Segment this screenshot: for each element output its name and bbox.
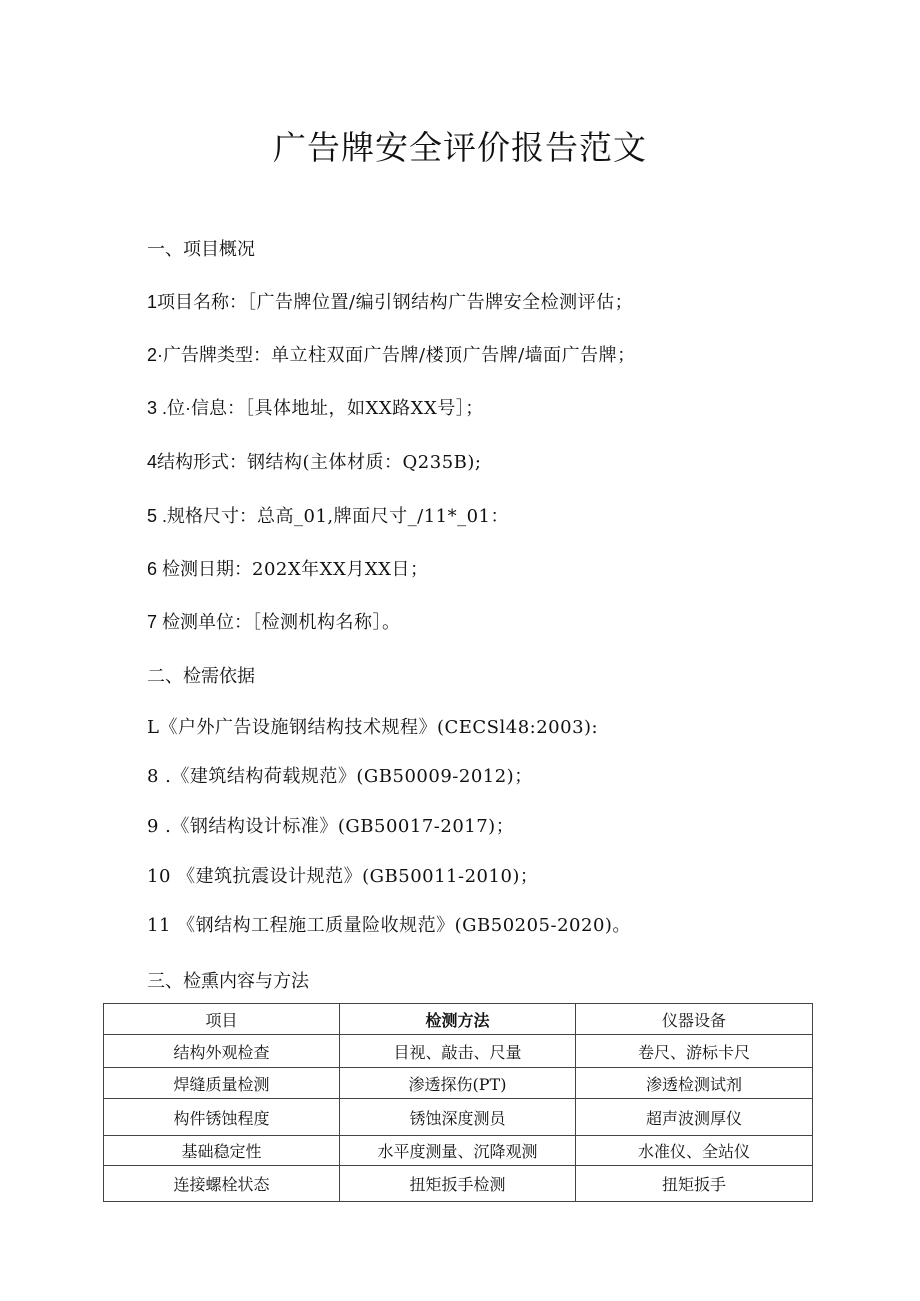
basis-item — [147, 764, 533, 790]
cell-equipment: 超声波测厚仪 — [576, 1099, 813, 1136]
cell-item: 基础稳定性 — [104, 1136, 340, 1166]
cell-equipment: 扭矩扳手 — [576, 1166, 813, 1202]
cell-item: 焊缝质量检测 — [104, 1068, 340, 1099]
table-header-row — [104, 1004, 813, 1035]
basis-item — [147, 864, 538, 890]
item-value: 钢结构(主体材质：Q235B); — [247, 452, 482, 473]
item-label: 7 检测单位： — [147, 612, 253, 632]
header-method: 检测方法 — [340, 1004, 576, 1035]
overview-item-unit — [147, 609, 401, 636]
basis-text: 11 《钢结构工程施工质量险收规范》(GB50205-2020)。 — [147, 915, 631, 936]
table-row — [104, 1136, 813, 1166]
header-equipment: 仪器设备 — [576, 1004, 813, 1035]
item-value: ［广告牌位置/编引钢结构广告牌安全检测评估； — [247, 292, 634, 313]
item-label: 5 .规格尺寸： — [147, 506, 258, 526]
basis-text: 9 .《钢结构设计标准》(GB50017-2017)； — [147, 816, 515, 837]
item-label: 6 检测日期： — [147, 559, 253, 579]
cell-item: 构件锈蚀程度 — [104, 1099, 340, 1136]
methods-table — [103, 1003, 813, 1202]
overview-item-name — [147, 289, 633, 316]
section-heading-methods: 三、检熏内容与方法 — [147, 971, 309, 991]
table-row — [104, 1068, 813, 1099]
overview-item-size — [147, 503, 509, 530]
overview-item-type — [147, 342, 636, 369]
table-row — [104, 1099, 813, 1136]
item-value: ［具体地址，如XX路XX号］； — [245, 398, 484, 419]
section-heading-basis: 二、检需依据 — [147, 666, 255, 686]
item-label: 2·广告牌类型： — [147, 345, 272, 365]
basis-item — [147, 913, 631, 939]
item-label: 3 .位·信息： — [147, 398, 246, 418]
cell-item: 结构外观检查 — [104, 1035, 340, 1068]
cell-method: 扭矩扳手检测 — [340, 1166, 576, 1202]
table-row — [104, 1166, 813, 1202]
basis-item — [147, 715, 598, 741]
cell-method: 目视、敲击、尺量 — [340, 1035, 576, 1068]
overview-item-structure — [147, 449, 481, 476]
overview-item-date — [147, 556, 428, 583]
basis-text: 8 .《建筑结构荷载规范》(GB50009-2012)； — [147, 766, 533, 787]
item-value: 总高_01,牌面尺寸_/11*_01： — [257, 506, 510, 527]
item-label: 4结构形式： — [147, 452, 248, 472]
item-value: 202X年XX月XX日； — [252, 559, 429, 580]
item-label: 1项目名称： — [147, 292, 248, 312]
basis-text: 10 《建筑抗震设计规范》(GB50011-2010)； — [147, 866, 539, 887]
table-row — [104, 1035, 813, 1068]
cell-method: 渗透探伤(PT) — [340, 1068, 576, 1099]
cell-item: 连接螺栓状态 — [104, 1166, 340, 1202]
cell-equipment: 卷尺、游标卡尺 — [576, 1035, 813, 1068]
basis-item — [147, 814, 514, 840]
header-item: 项目 — [104, 1004, 340, 1035]
cell-method: 水平度测量、沉降观测 — [340, 1136, 576, 1166]
cell-equipment: 水准仪、全站仪 — [576, 1136, 813, 1166]
item-value: 单立柱双面广告牌/楼顶广告牌/墙面广告牌； — [271, 345, 636, 366]
item-value: ［检测机构名称］。 — [252, 612, 401, 633]
overview-item-location — [147, 395, 484, 422]
document-title: 广告牌安全评价报告范文 — [273, 128, 647, 167]
cell-equipment: 渗透检测试剂 — [576, 1068, 813, 1099]
section-heading-overview: 一、项目概况 — [147, 239, 255, 259]
basis-text: L《户外广告设施钢结构技术规程》(CECSl48:2003): — [147, 717, 599, 738]
cell-method: 锈蚀深度测员 — [340, 1099, 576, 1136]
